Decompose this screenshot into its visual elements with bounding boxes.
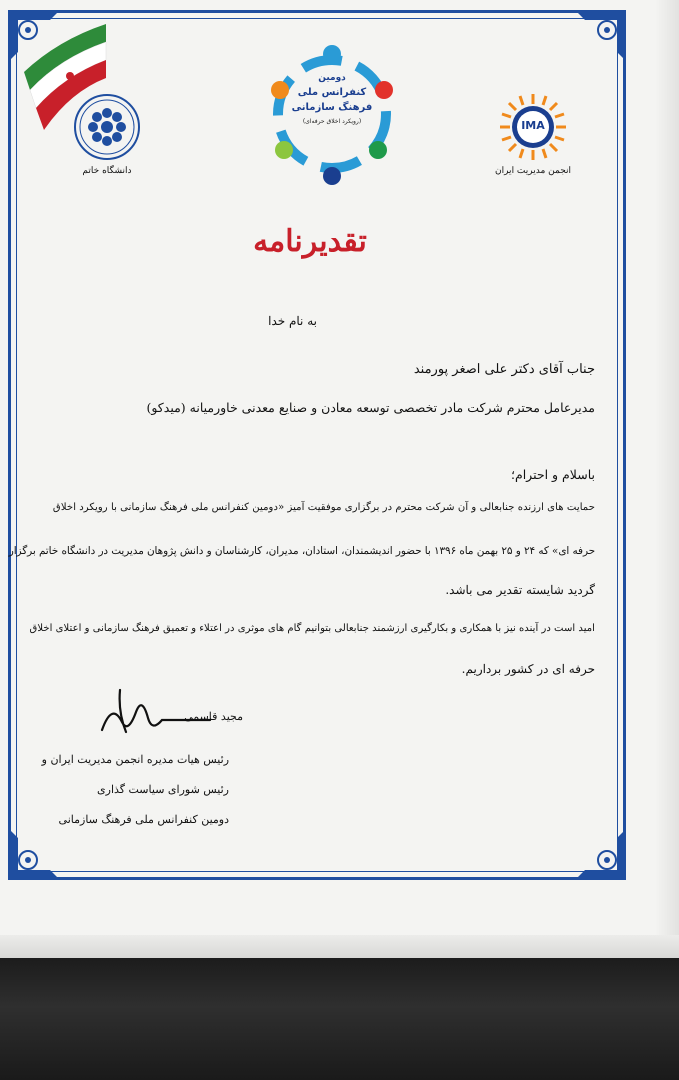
page-title: تقدیرنامه [253,224,367,259]
signatory-name: مجید قاسمی [184,710,243,723]
invocation: به نام خدا [268,314,317,328]
paper-shadow [655,0,679,958]
body-line-2: حرفه ای» که ۲۴ و ۲۵ بهمن ماه ۱۳۹۶ با حضور اندیشمندان، استادان، مدیران، کارشناسان و دانش پژوهان مدیریت در دانشگاه خاتم برگزار [8,545,595,557]
khatam-university-caption: دانشگاه خاتم [82,166,132,176]
signatory-role-3: دومین کنفرانس ملی فرهنگ سازمانی [58,813,229,826]
ima-caption: انجمن مدیریت ایران [494,166,572,176]
body-line-1: حمایت های ارزنده جنابعالی و آن شرکت محترم در برگزاری موفقیت آمیز «دومین کنفرانس ملی فرهنگ سازمانی با رویکرد اخلاق [52,502,595,513]
recipient-name: جناب آقای دکتر علی اصغر پورمند [413,362,595,377]
dark-background [0,958,679,1080]
khatam-university-logo [72,92,142,162]
corner-ornament-bottom-right [573,826,629,882]
conference-logo-line2: کنفرانس ملی [297,87,367,98]
signatory-role-1: رئیس هیات مدیره انجمن مدیریت ایران و [41,753,229,766]
ima-monogram: IMA [521,119,545,132]
conference-logo-line3: فرهنگ سازمانی [291,102,373,113]
signatory-role-2: رئیس شورای سیاست گذاری [97,783,229,796]
conference-logo-line4: (رویکرد اخلاق حرفه‌ای) [302,118,362,125]
body-line-4: امید است در آینده نیز با همکاری و بکارگیری ارزشمند جنابعالی بتوانیم گام های موثری در اعتلاء و تعمیق فرهنگ سازمانی و اعتلای اخلاق [29,623,595,634]
conference-logo-line1: دومین [318,73,346,83]
greeting: باسلام و احترام؛ [511,467,595,482]
body-line-3: گردید شایسته تقدیر می باشد. [445,583,595,597]
paper-bottom-edge [0,935,679,958]
corner-ornament-bottom-left [6,826,62,882]
body-line-5: حرفه ای در کشور برداریم. [461,662,595,676]
conference-logo [262,42,402,187]
corner-ornament-top-right [573,8,629,64]
recipient-position: مدیرعامل محترم شرکت مادر تخصصی توسعه معادن و صنایع معدنی خاورمیانه (میدکو) [146,400,595,415]
